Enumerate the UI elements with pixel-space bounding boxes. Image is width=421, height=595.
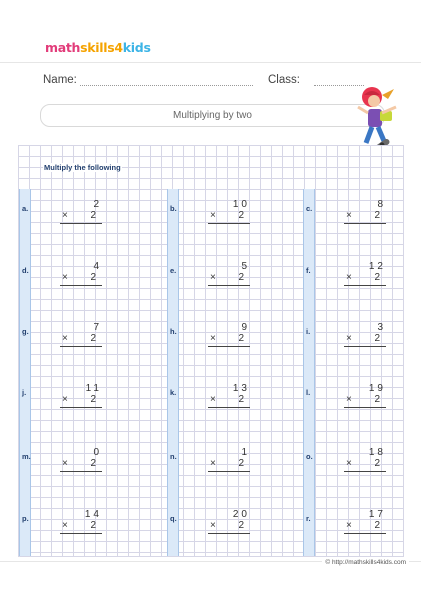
times-sign: × [62,520,68,531]
times-sign: × [346,394,352,405]
multiplicand: 17 [368,509,386,520]
problem-item [306,381,421,431]
multiplier: 2 [238,272,247,283]
multiplier: 2 [374,458,383,469]
multiplier: 2 [90,520,99,531]
class-label: Class: [268,74,300,86]
multiplier: 2 [90,210,99,221]
multiplicand: 8 [377,199,386,210]
footer-credit: © http://mathskills4kids.com [322,559,409,566]
problem-item [170,381,290,431]
multiplier: 2 [238,210,247,221]
problem-label: a. [22,204,29,213]
multiplicand: 18 [368,447,386,458]
problem-item [170,320,290,370]
problem-item [170,507,290,557]
problem-item [306,259,421,309]
multiplicand: 5 [241,261,250,272]
problem-item [170,197,290,247]
answer-line[interactable] [344,346,386,347]
answer-line[interactable] [344,533,386,534]
times-sign: × [210,458,216,469]
answer-line[interactable] [60,223,102,224]
answer-line[interactable] [344,285,386,286]
answer-line[interactable] [208,407,250,408]
answer-line[interactable] [344,223,386,224]
problem-label: r. [306,514,311,523]
multiplier: 2 [238,394,247,405]
times-sign: × [346,458,352,469]
problem-item [22,259,142,309]
multiplier: 2 [238,520,247,531]
times-sign: × [62,394,68,405]
problem-label: o. [306,452,313,461]
answer-line[interactable] [344,471,386,472]
multiplier: 2 [238,333,247,344]
problem-label: g. [22,327,29,336]
multiplier: 2 [374,520,383,531]
times-sign: × [346,520,352,531]
problem-label: l. [306,388,311,397]
multiplier: 2 [374,272,383,283]
problem-label: i. [306,327,311,336]
multiplicand: 11 [85,383,102,394]
multiplicand: 4 [93,261,102,272]
multiplicand: 7 [93,322,102,333]
answer-line[interactable] [60,471,102,472]
multiplier: 2 [90,458,99,469]
multiplier: 2 [374,333,383,344]
problem-label: b. [170,204,177,213]
times-sign: × [62,272,68,283]
multiplier: 2 [90,394,99,405]
multiplicand: 1 [241,447,250,458]
times-sign: × [210,272,216,283]
multiplier: 2 [374,394,383,405]
problem-label: h. [170,327,177,336]
problem-label: j. [22,388,27,397]
problem-label: k. [170,388,177,397]
problem-item [306,507,421,557]
answer-line[interactable] [208,471,250,472]
problem-item [170,259,290,309]
problem-item [22,381,142,431]
times-sign: × [62,210,68,221]
worksheet-title: Multiplying by two [40,104,385,127]
times-sign: × [62,333,68,344]
multiplier: 2 [374,210,383,221]
multiplicand: 2 [93,199,102,210]
multiplicand: 10 [232,199,250,210]
problem-label: p. [22,514,29,523]
multiplier: 2 [238,458,247,469]
multiplicand: 14 [84,509,102,520]
times-sign: × [210,333,216,344]
problem-label: f. [306,266,311,275]
times-sign: × [346,210,352,221]
multiplicand: 9 [241,322,250,333]
answer-line[interactable] [60,533,102,534]
answer-line[interactable] [208,285,250,286]
answer-line[interactable] [208,223,250,224]
answer-line[interactable] [60,285,102,286]
problem-item [170,445,290,495]
problem-label: m. [22,452,31,461]
times-sign: × [210,394,216,405]
problem-label: e. [170,266,177,275]
name-field[interactable] [80,85,253,86]
instructions: Multiply the following [44,163,121,172]
name-label: Name: [43,74,77,86]
problem-item [22,445,142,495]
problem-item [306,445,421,495]
answer-line[interactable] [60,346,102,347]
times-sign: × [346,333,352,344]
problem-item [306,197,421,247]
problem-label: n. [170,452,177,461]
problem-item [22,320,142,370]
answer-line[interactable] [208,346,250,347]
multiplier: 2 [90,333,99,344]
problem-label: c. [306,204,313,213]
multiplicand: 20 [232,509,250,520]
problem-label: d. [22,266,29,275]
times-sign: × [346,272,352,283]
multiplicand: 19 [368,383,386,394]
multiplier: 2 [90,272,99,283]
site-logo: mathskills4kids [45,40,151,55]
multiplicand: 12 [368,261,386,272]
answer-line[interactable] [60,407,102,408]
times-sign: × [210,520,216,531]
answer-line[interactable] [208,533,250,534]
problem-item [22,197,142,247]
multiplicand: 13 [232,383,250,394]
answer-line[interactable] [344,407,386,408]
problem-label: q. [170,514,177,523]
header-divider [0,62,421,63]
times-sign: × [210,210,216,221]
problem-item [306,320,421,370]
problem-item [22,507,142,557]
multiplicand: 0 [93,447,102,458]
multiplicand: 3 [377,322,386,333]
times-sign: × [62,458,68,469]
